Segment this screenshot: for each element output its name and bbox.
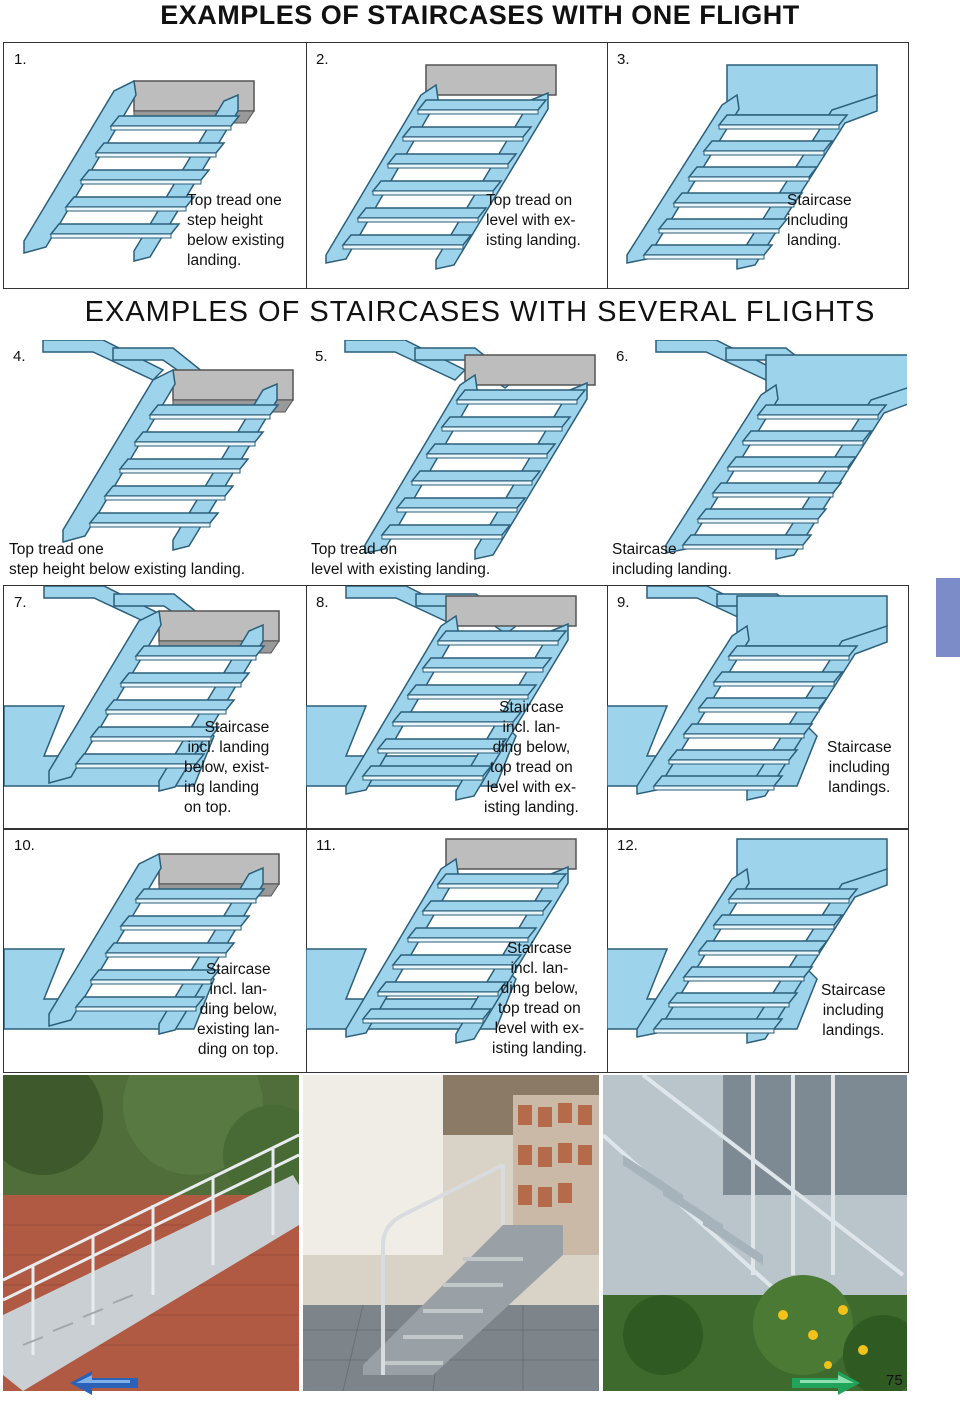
example-9	[607, 586, 908, 829]
example-caption: Top tread one step height below existing landing.	[9, 541, 246, 578]
example-caption: Staircase including landing.	[612, 541, 732, 578]
example-1	[4, 43, 307, 288]
example-3	[607, 43, 908, 288]
title-one-flight: EXAMPLES OF STAIRCASES WITH ONE FLIGHT	[160, 0, 800, 30]
title-several-flights: EXAMPLES OF STAIRCASES WITH SEVERAL FLIGHTS	[84, 296, 876, 328]
example-number: 1.	[14, 51, 27, 68]
example-8	[306, 586, 608, 829]
arrow-right-icon[interactable]	[792, 1368, 860, 1398]
example-caption: Top tread on level with existing landing.	[311, 541, 491, 578]
example-10	[4, 829, 307, 1072]
example-number: 4.	[13, 348, 26, 365]
example-4	[3, 340, 305, 590]
arrow-left-icon[interactable]	[70, 1368, 138, 1398]
example-2	[306, 43, 608, 288]
example-caption: Staircase incl. lan- ding below, top tread on level with ex- isting landing.	[484, 699, 579, 816]
example-number: 3.	[617, 51, 630, 68]
example-caption: Staircase including landings.	[821, 982, 886, 1039]
staircase-diagram	[306, 43, 607, 288]
example-caption: Staircase incl. lan- ding below, existing lan- ding on top.	[197, 961, 280, 1058]
example-7	[4, 586, 307, 829]
example-12	[607, 829, 908, 1072]
section-tab	[936, 578, 960, 657]
example-caption: Staircase including landing.	[787, 192, 852, 249]
photo-spiral-staircase	[603, 1075, 907, 1391]
several-flights-row-3	[3, 828, 909, 1073]
example-number: 12.	[617, 837, 638, 854]
example-caption: Staircase including landings.	[827, 739, 892, 796]
photo-outdoor-staircase	[3, 1075, 299, 1391]
several-flights-row-1	[3, 340, 907, 590]
one-flight-grid	[3, 42, 909, 289]
photo-indoor-staircase	[303, 1075, 599, 1391]
example-number: 9.	[617, 594, 630, 611]
example-caption: Top tread on level with ex- isting landing.	[486, 192, 581, 249]
several-flights-row-2	[3, 585, 909, 830]
example-caption: Top tread one step height below existing landing.	[187, 192, 285, 269]
example-number: 10.	[14, 837, 35, 854]
example-number: 11.	[316, 837, 336, 854]
page-number: 75	[886, 1372, 903, 1389]
example-number: 2.	[316, 51, 329, 68]
example-number: 7.	[14, 594, 27, 611]
example-6	[606, 340, 907, 590]
example-11	[306, 829, 608, 1072]
example-5	[305, 340, 606, 590]
staircase-diagram	[607, 43, 908, 288]
example-caption: Staircase incl. lan- ding below, top tread on level with ex- isting landing.	[492, 940, 587, 1057]
example-caption: Staircase incl. landing below, exist- ing landing on top.	[184, 719, 270, 816]
example-number: 8.	[316, 594, 329, 611]
example-number: 6.	[616, 348, 629, 365]
example-number: 5.	[315, 348, 328, 365]
